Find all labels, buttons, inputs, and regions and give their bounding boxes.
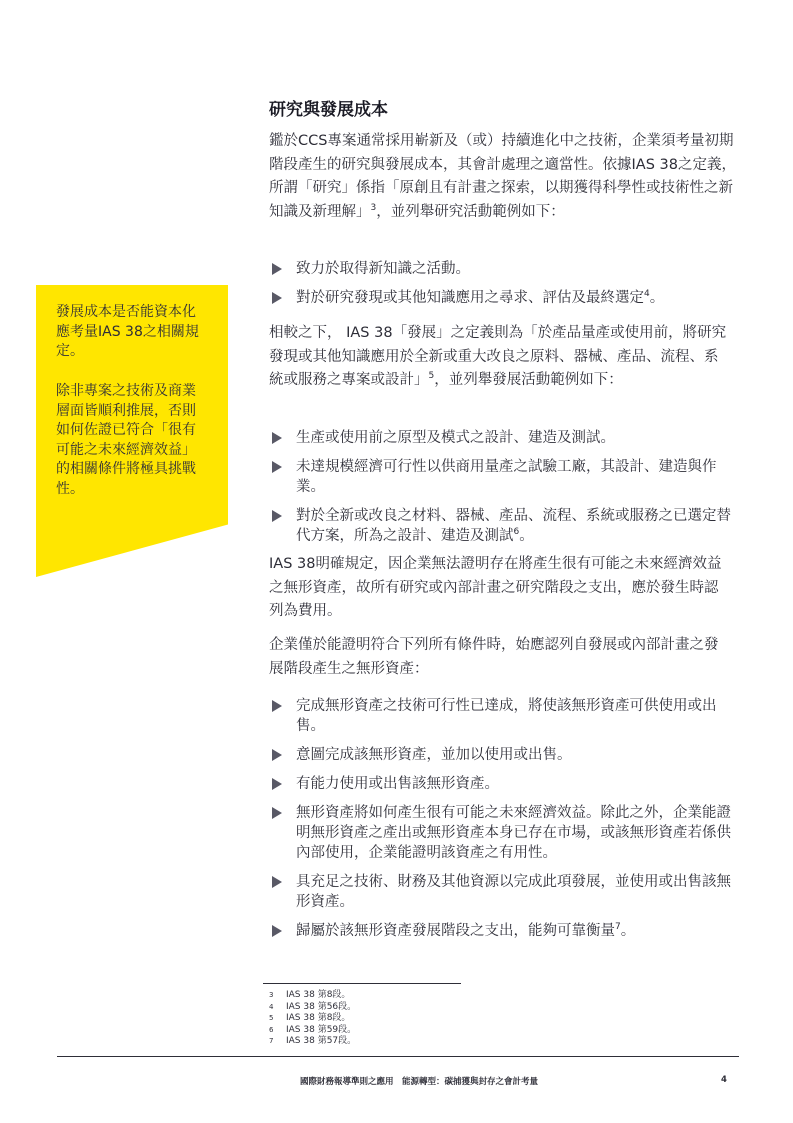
- footnote-text: IAS 38 第57段。: [286, 1036, 357, 1046]
- triangle-bullet-icon: [272, 432, 282, 444]
- footnote-ref-7: 7: [615, 922, 621, 933]
- research-activity-list: [269, 259, 739, 317]
- footnote-divider: [263, 983, 461, 984]
- paragraph-recognition-criteria: 企業僅於能證明符合下列所有條件時，始應認列自發展或內部計畫之發展階段產生之無形資產：: [269, 637, 719, 677]
- triangle-bullet-icon: [272, 263, 282, 275]
- footnote-number: 6: [269, 1025, 274, 1034]
- list-item-text: 具充足之技術、財務及其他資源以完成此項發展，並使用或出售該無形資產。: [296, 874, 731, 910]
- section-heading: 研究與發展成本: [269, 100, 388, 120]
- list-item-text: 生產或使用前之原型及模式之設計、建造及測試。: [296, 430, 615, 446]
- paragraph-research-definition: [269, 130, 737, 224]
- triangle-bullet-icon: [272, 749, 282, 761]
- paragraph-research-expense: IAS 38明確規定，因企業無法證明存在將產生很有可能之未來經濟效益之無形資產，故所有研究或內部計畫之研究階段之支出，應於發生時認列為費用。: [269, 556, 722, 619]
- triangle-bullet-icon: [272, 700, 282, 712]
- list-item-tail: 。: [649, 290, 665, 306]
- footnote-text: IAS 38 第59段。: [286, 1024, 357, 1035]
- footer-title: 國際財務報導準則之應用 能源轉型：碳捕獲與封存之會計考量: [300, 1077, 539, 1087]
- footnote-text: IAS 38 第8段。: [286, 1013, 351, 1023]
- triangle-bullet-icon: [272, 778, 282, 790]
- list-item-text: 對於研究發現或其他知識應用之尋求、評估及最終選定: [296, 290, 644, 306]
- page-number: 4: [721, 1075, 727, 1085]
- triangle-bullet-icon: [272, 925, 282, 937]
- triangle-bullet-icon: [272, 876, 282, 888]
- list-item: [269, 506, 739, 546]
- footer-divider: [57, 1056, 739, 1057]
- triangle-bullet-icon: [272, 292, 282, 304]
- footnote-number: 3: [269, 991, 274, 999]
- list-item: [269, 288, 739, 308]
- list-item-text: 意圖完成該無形資產，並加以使用或出售。: [296, 747, 572, 763]
- callout-text-capitalization: 發展成本是否能資本化應考量IAS 38之相關規定。: [56, 304, 199, 359]
- triangle-bullet-icon: [272, 510, 282, 522]
- paragraph-research-tail: ，並列舉研究活動範例如下：: [376, 203, 565, 220]
- list-item-text: 有能力使用或出售該無形資產。: [296, 776, 499, 792]
- footnote: [269, 1036, 356, 1048]
- list-item-text: 完成無形資產之技術可行性已達成，將使該無形資產可供使用或出售。: [296, 698, 717, 734]
- list-item: [269, 921, 739, 941]
- list-item-text: 未達規模經濟可行性以供商用量產之試驗工廠，其設計、建造與作業。: [296, 459, 717, 495]
- footnote: [269, 990, 356, 1002]
- footnote-number: 5: [269, 1014, 274, 1022]
- footnote-text: IAS 38 第56段。: [286, 1001, 357, 1012]
- list-item: [269, 259, 739, 279]
- footnote-number: 7: [269, 1037, 274, 1045]
- list-item: [269, 428, 739, 448]
- footnote-list: [269, 990, 356, 1048]
- footnote: [269, 1013, 356, 1025]
- footnote-number: 4: [269, 1002, 274, 1011]
- paragraph-research-text: 鑑於CCS專案通常採用嶄新及（或）持續進化中之技術，企業須考量初期階段產生的研究與發展成本，其會計處理之適當性。依據IAS 38之定義，所謂「研究」係指「原創且有計畫之探索，以期獲得科學性或技術性之新知識及新理解」: [269, 133, 736, 220]
- triangle-bullet-icon: [272, 461, 282, 473]
- footnote-ref-3: 3: [370, 202, 377, 213]
- recognition-criteria-list: [269, 696, 739, 950]
- list-item: [269, 803, 739, 863]
- list-item: [269, 774, 739, 794]
- footnote-ref-6: 6: [513, 527, 520, 538]
- list-item-tail: 。: [620, 923, 636, 939]
- footnote-ref-4: 4: [644, 289, 650, 300]
- footnote-text: IAS 38 第8段。: [286, 990, 351, 1000]
- callout-text-challenge: 除非專案之技術及商業層面皆順利推展，否則如何佐證已符合「很有可能之未來經濟效益」的相關條件將極具挑戰性。: [56, 383, 196, 497]
- footnote: [269, 1025, 356, 1037]
- paragraph-development-definition: [269, 322, 731, 393]
- triangle-bullet-icon: [272, 807, 282, 819]
- list-item: [269, 457, 739, 497]
- footnote: [269, 1002, 356, 1014]
- footnote-ref-5: 5: [428, 371, 435, 382]
- list-item-text: 歸屬於該無形資產發展階段之支出，能夠可靠衡量: [296, 923, 615, 939]
- list-item-tail: 。: [519, 528, 534, 544]
- paragraph-development-text: 相較之下， IAS 38「發展」之定義則為「於產品量產或使用前，將研究發現或其他知識應用於全新或重大改良之原料、器械、產品、流程、系統或服務之專案或設計」: [269, 325, 727, 388]
- list-item-text: 致力於取得新知識之活動。: [296, 261, 470, 277]
- list-item-text: 對於全新或改良之材料、器械、產品、流程、系統或服務之已選定替代方案，所為之設計、建造及測試: [296, 508, 731, 544]
- list-item-text: 無形資產將如何產生很有可能之未來經濟效益。除此之外，企業能證明無形資產之產出或無形資產本身已存在市場，或該無形資產若係供內部使用，企業能證明該資產之有用性。: [296, 805, 731, 861]
- list-item: [269, 696, 739, 736]
- list-item: [269, 745, 739, 765]
- development-activity-list: [269, 428, 739, 555]
- paragraph-development-tail: ，並列舉發展活動範例如下：: [434, 372, 623, 388]
- list-item: [269, 872, 739, 912]
